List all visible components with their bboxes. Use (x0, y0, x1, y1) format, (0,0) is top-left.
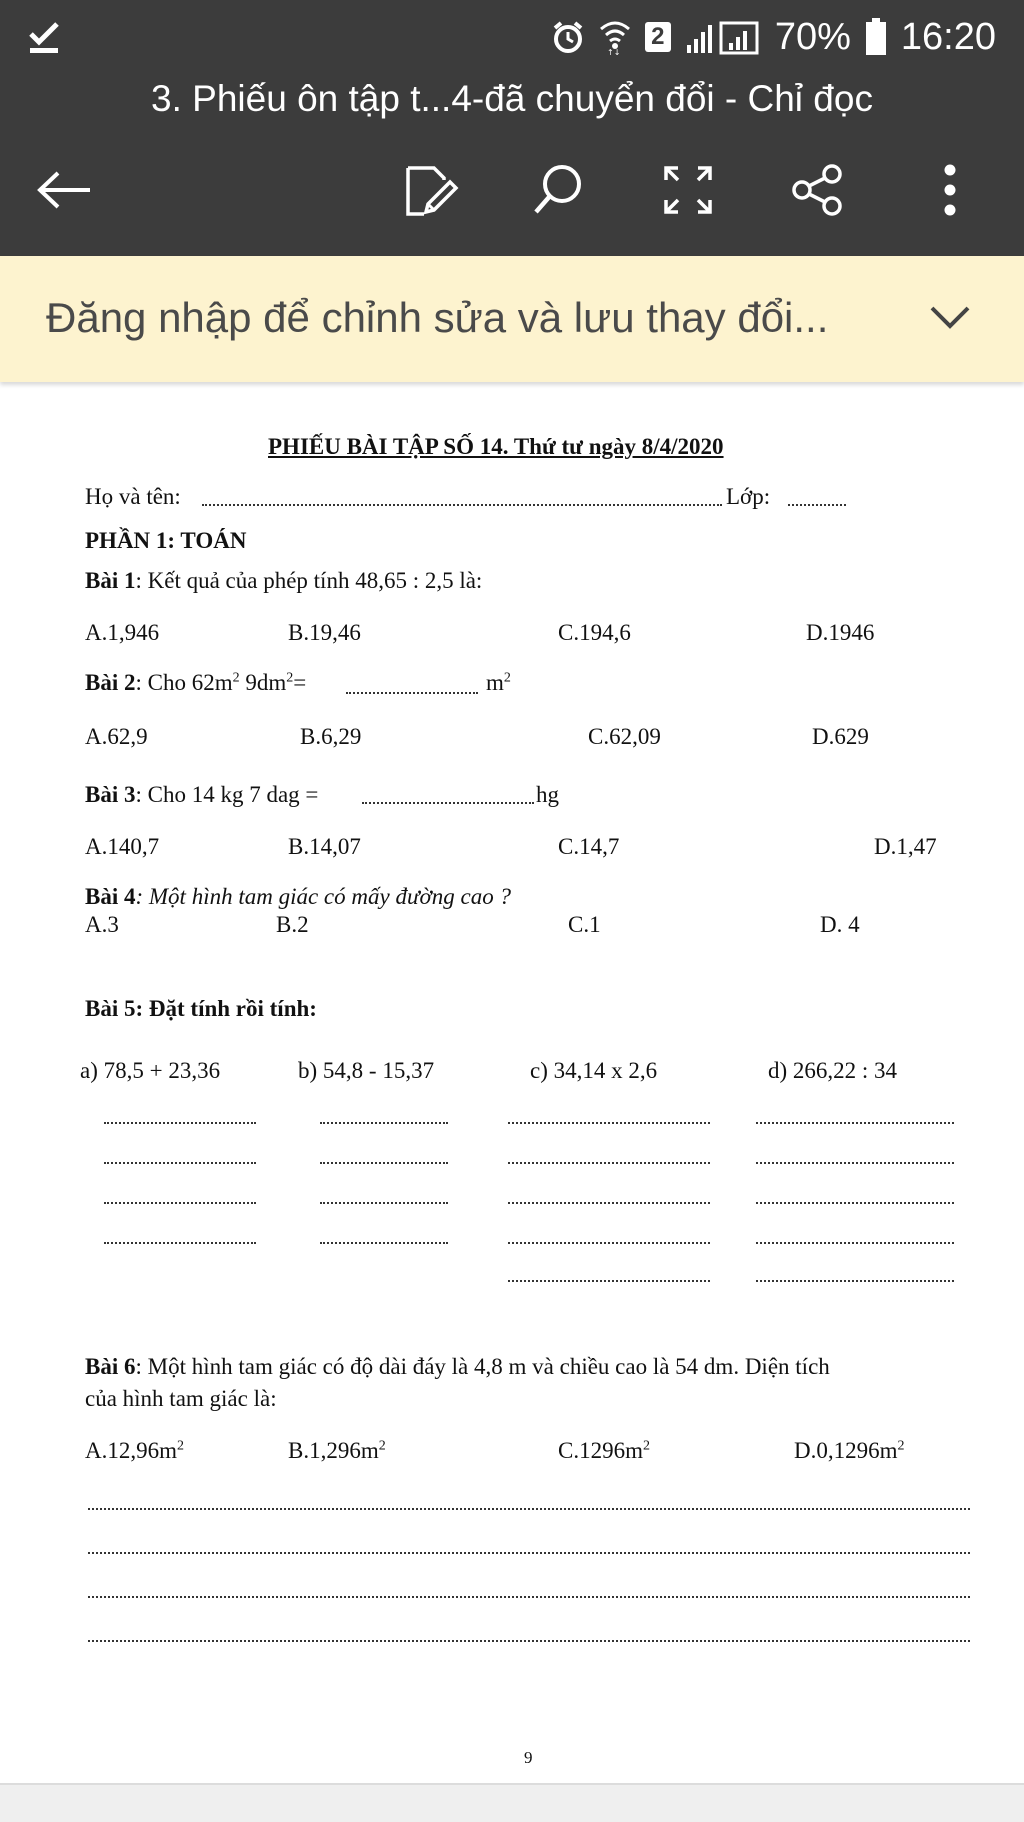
question-6-text-line1: : Một hình tam giác có độ dài đáy là 4,8 m và chiều cao là 54 dm. Diện tích (135, 1354, 830, 1379)
svg-text:↑↓: ↑↓ (606, 48, 621, 55)
q6-option-c-sup: 2 (642, 1438, 650, 1454)
q6-option-b (288, 1438, 386, 1464)
question-1-label: Bài 1 (85, 568, 136, 593)
question-5-text: Đặt tính rồi tính: (143, 996, 317, 1021)
q2-sup-1: 2 (232, 670, 240, 686)
document-page[interactable] (0, 388, 1024, 1783)
download-done-icon (28, 16, 60, 56)
q2-option-c: C.62,09 (588, 724, 661, 749)
work-line (320, 1162, 448, 1164)
question-6 (85, 1354, 830, 1380)
q6-option-c-text: C.1296m (558, 1438, 643, 1463)
q5-part-d: d) 266,22 : 34 (768, 1058, 898, 1083)
app-toolbar (0, 76, 1024, 256)
q5-part-b: b) 54,8 - 15,37 (298, 1058, 435, 1083)
work-line (508, 1162, 710, 1164)
edit-icon (404, 162, 460, 218)
q5-part-c: c) 34,14 x 2,6 (530, 1058, 658, 1083)
sim-badge: 2 (645, 22, 671, 52)
q2-option-a: A.62,9 (85, 724, 148, 749)
chevron-down-icon[interactable] (922, 290, 978, 346)
work-line (508, 1242, 710, 1244)
q6-option-b-sup: 2 (378, 1438, 386, 1454)
class-label: Lớp: (726, 484, 771, 509)
work-line (104, 1242, 256, 1244)
answer-line (88, 1552, 970, 1554)
question-3-text: : Cho 14 kg 7 dag = (135, 782, 319, 807)
question-4 (85, 884, 511, 910)
question-2-text-c: = (293, 670, 307, 695)
q2-option-b: B.6,29 (300, 724, 362, 749)
q4-option-c: C.1 (568, 912, 601, 937)
work-line (508, 1202, 710, 1204)
work-line (104, 1162, 256, 1164)
more-vert-icon (940, 162, 960, 218)
q4-option-d: D. 4 (820, 912, 860, 937)
q3-option-c: C.14,7 (558, 834, 620, 859)
q1-option-a: A.1,946 (85, 620, 160, 645)
class-blank (788, 504, 846, 506)
page-separator (0, 1783, 1024, 1822)
q6-option-d-sup: 2 (897, 1438, 905, 1454)
question-3-label: Bài 3 (85, 782, 136, 807)
q6-option-a (85, 1438, 184, 1464)
status-bar (0, 0, 1024, 76)
q1-option-d: D.1946 (806, 620, 875, 645)
q2-unit (486, 670, 511, 696)
q3-option-b: B.14,07 (288, 834, 361, 859)
work-line (756, 1242, 954, 1244)
question-1-text: : Kết quả của phép tính 48,65 : 2,5 là: (135, 568, 483, 593)
question-6-text-line2: của hình tam giác là: (85, 1386, 277, 1411)
back-arrow-icon (36, 170, 92, 210)
q6-option-d-text: D.0,1296m (794, 1438, 898, 1463)
work-line (104, 1122, 256, 1124)
question-4-label: Bài 4 (85, 884, 136, 909)
share-button[interactable] (786, 158, 850, 222)
battery-icon (865, 18, 887, 56)
q6-option-a-sup: 2 (177, 1438, 184, 1454)
work-line (508, 1122, 710, 1124)
signal-icon (685, 19, 761, 55)
status-icons (551, 12, 996, 62)
part-1-heading: PHẦN 1: TOÁN (85, 528, 247, 553)
work-line (320, 1202, 448, 1204)
q1-option-b: B.19,46 (288, 620, 361, 645)
share-icon (790, 162, 846, 218)
question-3 (85, 782, 318, 808)
answer-line (88, 1640, 970, 1642)
q2-blank (346, 692, 478, 694)
q6-option-b-text: B.1,296m (288, 1438, 379, 1463)
question-2-text-b: 9dm (239, 670, 287, 695)
document-title: 3. Phiếu ôn tập t...4-đã chuyển đổi - Chỉ đọc (151, 78, 873, 119)
q2-unit-sup: 2 (503, 670, 511, 686)
q2-unit-text: m (486, 670, 504, 695)
q3-option-a: A.140,7 (85, 834, 160, 859)
wifi-icon (599, 19, 631, 55)
q3-unit: hg (536, 782, 559, 807)
work-line (320, 1122, 448, 1124)
q2-option-d: D.629 (812, 724, 869, 749)
name-blank (202, 504, 722, 506)
work-line (756, 1162, 954, 1164)
page-number: 9 (524, 1748, 533, 1767)
fullscreen-button[interactable] (656, 158, 720, 222)
q6-option-c (558, 1438, 650, 1464)
question-5 (85, 996, 317, 1022)
work-line (756, 1280, 954, 1282)
q6-option-a-text: A.12,96m (85, 1438, 177, 1463)
edit-button[interactable] (400, 158, 464, 222)
name-label: Họ và tên: (85, 484, 181, 509)
work-line (756, 1122, 954, 1124)
q6-option-d (794, 1438, 905, 1464)
work-line (508, 1280, 710, 1282)
q4-option-b: B.2 (276, 912, 309, 937)
worksheet-heading: PHIẾU BÀI TẬP SỐ 14. Thứ tư ngày 8/4/2020 (268, 434, 724, 459)
q3-option-d: D.1,47 (874, 834, 937, 859)
q1-option-c: C.194,6 (558, 620, 631, 645)
alarm-icon (551, 20, 585, 54)
sign-in-banner[interactable] (0, 256, 1024, 382)
answer-line (88, 1596, 970, 1598)
q5-part-a: a) 78,5 + 23,36 (80, 1058, 221, 1083)
back-button[interactable] (32, 158, 96, 222)
question-4-text: : Một hình tam giác có mấy đường cao ? (135, 884, 511, 909)
work-line (756, 1202, 954, 1204)
q4-option-a: A.3 (85, 912, 119, 937)
work-line (320, 1242, 448, 1244)
question-6-label: Bài 6 (85, 1354, 136, 1379)
question-2-text-a: : Cho 62m (135, 670, 233, 695)
battery-percent: 70% (774, 15, 851, 58)
sign-in-message: Đăng nhập để chỉnh sửa và lưu thay đổi... (46, 294, 829, 341)
q2-sup-2: 2 (286, 670, 294, 686)
search-icon (530, 162, 586, 218)
q3-blank (362, 802, 534, 804)
question-2 (85, 670, 306, 696)
work-line (104, 1202, 256, 1204)
more-options-button[interactable] (918, 158, 982, 222)
clock: 16:20 (900, 15, 996, 58)
search-button[interactable] (526, 158, 590, 222)
answer-line (88, 1508, 970, 1510)
question-2-label: Bài 2 (85, 670, 136, 695)
fullscreen-icon (662, 164, 714, 216)
question-5-label: Bài 5: (85, 996, 144, 1021)
question-1 (85, 568, 482, 594)
